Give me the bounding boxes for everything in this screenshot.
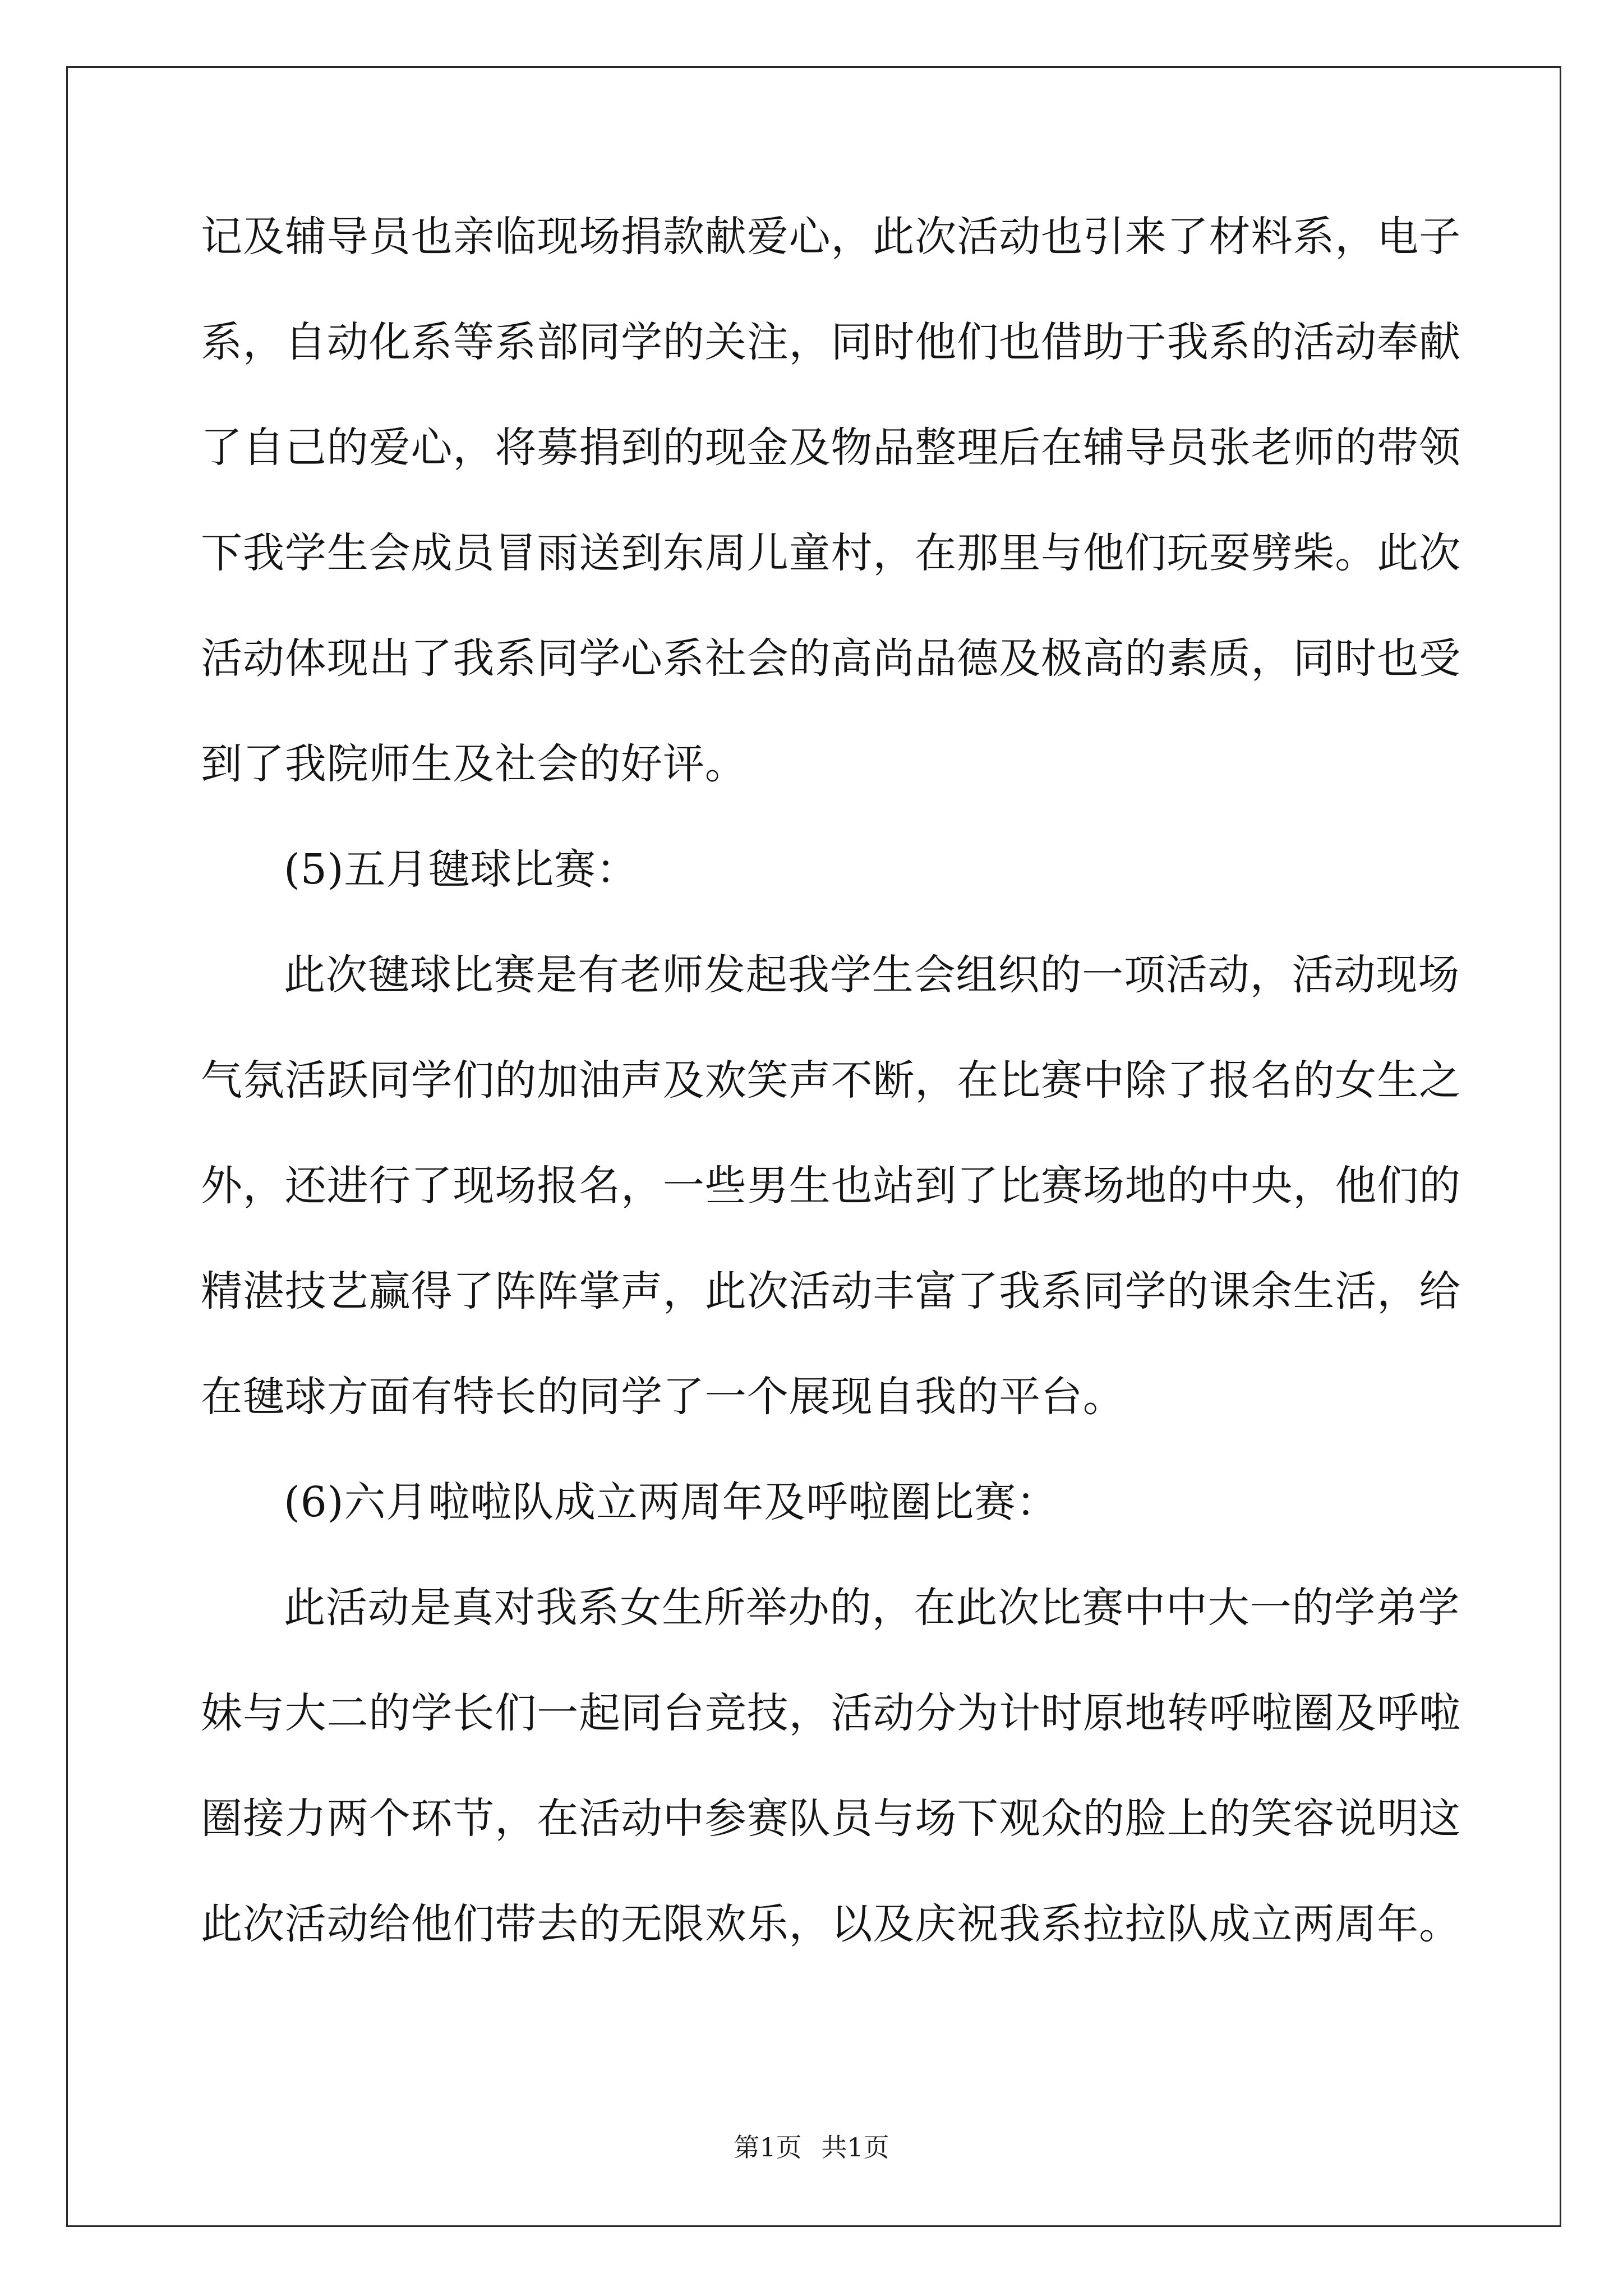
paragraph-line: 活动体现出了我系同学心系社会的高尚品德及极高的素质，同时也受 (201, 634, 1461, 683)
paragraph-line: 圈接力两个环节，在活动中参赛队员与场下观众的脸上的笑容说明这 (201, 1795, 1461, 1843)
paragraph-line: 此次毽球比赛是有老师发起我学生会组织的一项活动，活动现场 (284, 951, 1460, 999)
page-number: 第1页 (734, 2132, 802, 2162)
page-total: 共1页 (821, 2132, 889, 2162)
paragraph-line: 到了我院师生及社会的好评。 (201, 740, 747, 788)
paragraph-line: 下我学生会成员冒雨送到东周儿童村，在那里与他们玩耍劈柴。此次 (201, 529, 1461, 577)
paragraph-line: 了自己的爱心，将募捐到的现金及物品整理后在辅导员张老师的带领 (201, 424, 1461, 472)
paragraph-line: 外，还进行了现场报名，一些男生也站到了比赛场地的中央，他们的 (201, 1162, 1461, 1210)
section-heading: (6)六月啦啦队成立两周年及呼啦圈比赛： (284, 1478, 1058, 1526)
paragraph-line: 记及辅导员也亲临现场捐款献爱心，此次活动也引来了材料系，电子 (201, 213, 1461, 261)
page-footer (0, 2131, 1623, 2164)
paragraph-line: 此活动是真对我系女生所举办的，在此次比赛中中大一的学弟学 (284, 1584, 1460, 1632)
section-heading: (5)五月毽球比赛： (284, 845, 638, 894)
paragraph-line: 妹与大二的学长们一起同台竞技，活动分为计时原地转呼啦圈及呼啦 (201, 1689, 1461, 1737)
paragraph-line: 系，自动化系等系部同学的关注，同时他们也借助于我系的活动奉献 (201, 318, 1461, 366)
paragraph-line: 精湛技艺赢得了阵阵掌声，此次活动丰富了我系同学的课余生活，给 (201, 1267, 1461, 1315)
paragraph-line: 此次活动给他们带去的无限欢乐，以及庆祝我系拉拉队成立两周年。 (201, 1900, 1461, 1948)
paragraph-line: 在毽球方面有特长的同学了一个展现自我的平台。 (201, 1373, 1125, 1421)
paragraph-line: 气氛活跃同学们的加油声及欢笑声不断，在比赛中除了报名的女生之 (201, 1056, 1461, 1105)
